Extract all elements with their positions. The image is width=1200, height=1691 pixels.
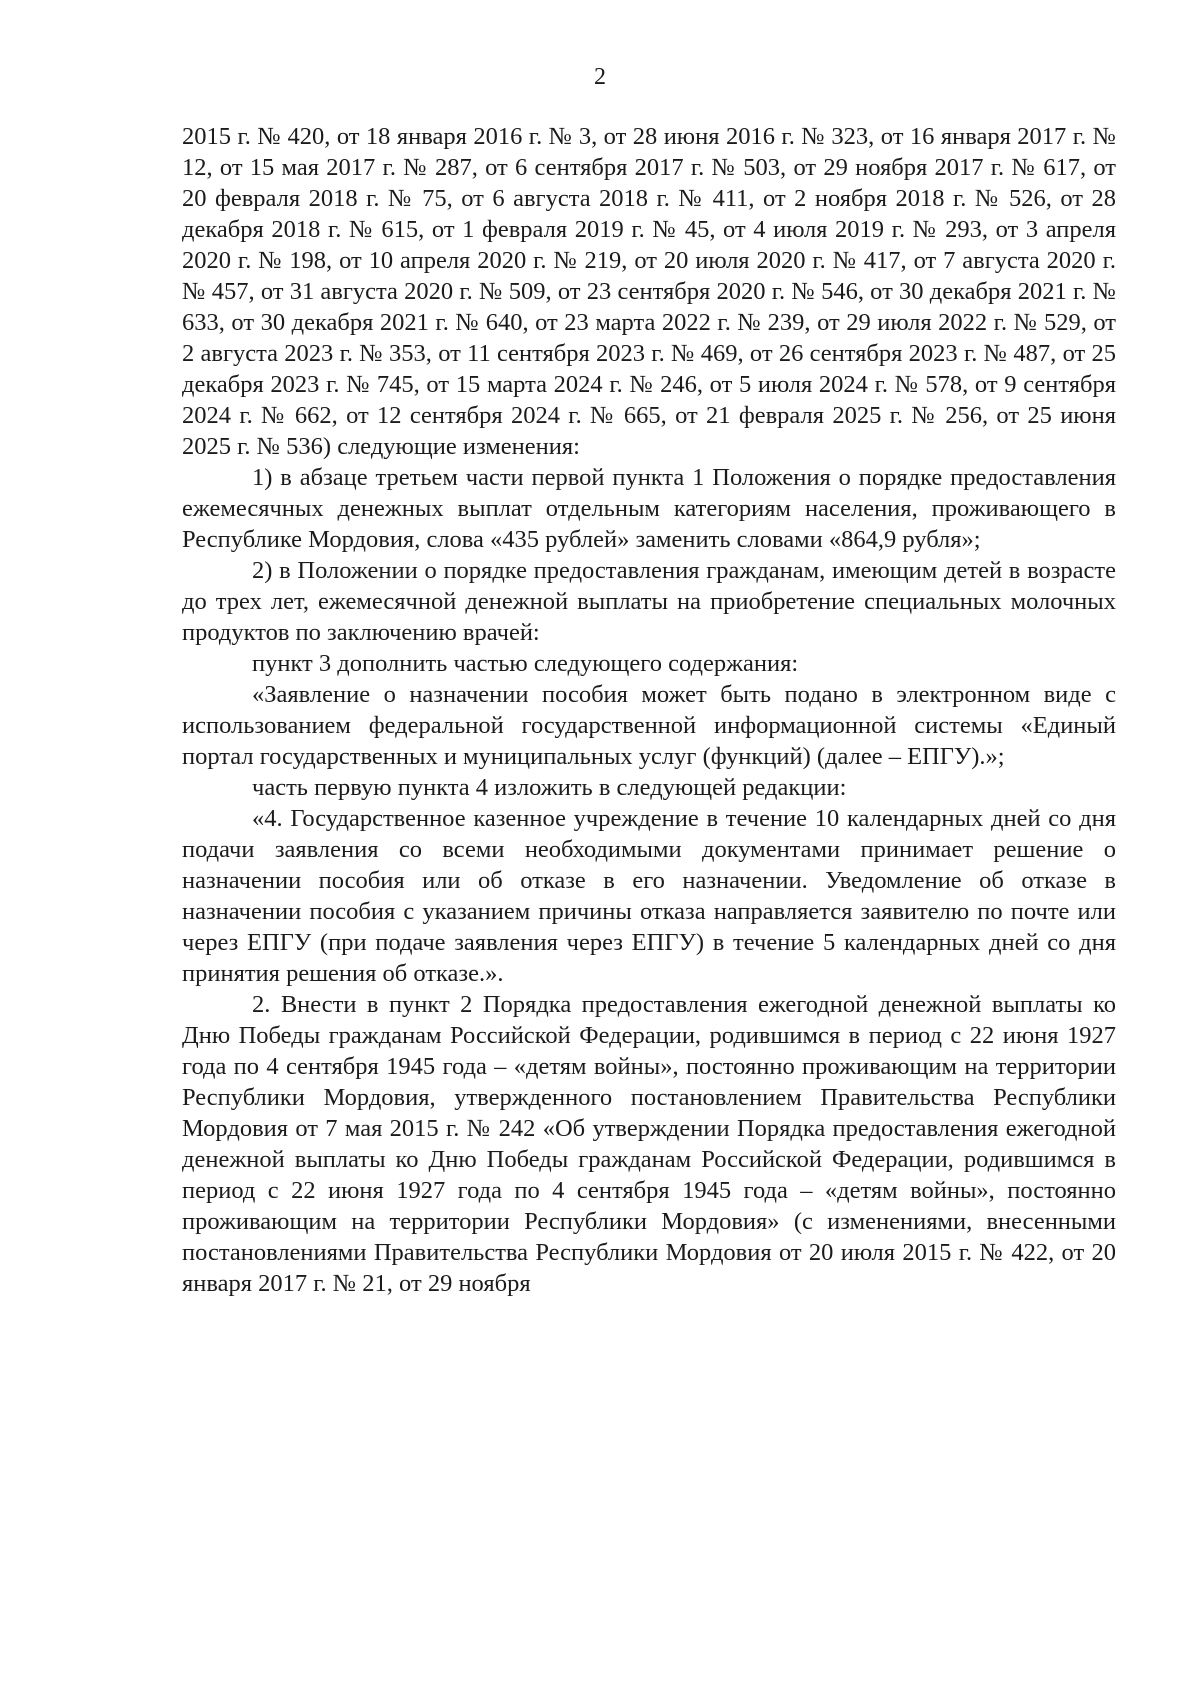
document-body	[182, 121, 1116, 1299]
page-number: 2	[594, 64, 606, 90]
paragraph-section-2: 2. Внести в пункт 2 Порядка предоставления ежегодной денежной выплаты ко Дню Победы гражданам Российской Федерации, родившимся в период с 22 июня 1927 года по 4 сентября 1945 года – «детям войны», постоянно проживающим на территории Республики Мордовия, утвержденного постановлением Правительства Республики Мордовия от 7 мая 2015 г. № 242 «Об утверждении Порядка предоставления ежегодной денежной выплаты ко Дню Победы гражданам Российской Федерации, родившимся в период с 22 июня 1927 года по 4 сентября 1945 года – «детям войны», постоянно проживающим на территории Республики Мордовия» (с изменениями, внесенными постановлениями Правительства Республики Мордовия от 20 июля 2015 г. № 422, от 20 января 2017 г. № 21, от 29 ноября	[182, 991, 1116, 1297]
paragraph-point-3-addition: пункт 3 дополнить частью следующего содержания:	[252, 650, 799, 677]
paragraph-item-2: 2) в Положении о порядке предоставления гражданам, имеющим детей в возрасте до трех лет, ежемесячной денежной выплаты на приобретение специальных молочных продуктов по заключению врачей:	[182, 557, 1116, 646]
paragraph-quoted-application: «Заявление о назначении пособия может быть подано в электронном виде с использованием федеральной государственной информационной системы «Единый портал государственных и муниципальных услуг (функций) (далее – ЕПГУ).»;	[182, 681, 1116, 770]
paragraph-item-1: 1) в абзаце третьем части первой пункта 1 Положения о порядке предоставления ежемесячных денежных выплат отдельным категориям населения, проживающего в Республике Мордовия, слова «435 рублей» заменить словами «864,9 рубля»;	[182, 464, 1116, 553]
paragraph-amendment-list: 2015 г. № 420, от 18 января 2016 г. № 3, от 28 июня 2016 г. № 323, от 16 января 2017 г. № 12, от 15 мая 2017 г. № 287, от 6 сентября 2017 г. № 503, от 29 ноября 2017 г. № 617, от 20 февраля 2018 г. № 75, от 6 августа 2018 г. № 411, от 2 ноября 2018 г. № 526, от 28 декабря 2018 г. № 615, от 1 февраля 2019 г. № 45, от 4 июля 2019 г. № 293, от 3 апреля 2020 г. № 198, от 10 апреля 2020 г. № 219, от 20 июля 2020 г. № 417, от 7 августа 2020 г. № 457, от 31 августа 2020 г. № 509, от 23 сентября 2020 г. № 546, от 30 декабря 2021 г. № 633, от 30 декабря 2021 г. № 640, от 23 марта 2022 г. № 239, от 29 июля 2022 г. № 529, от 2 августа 2023 г. № 353, от 11 сентября 2023 г. № 469, от 26 сентября 2023 г. № 487, от 25 декабря 2023 г. № 745, от 15 марта 2024 г. № 246, от 5 июля 2024 г. № 578, от 9 сентября 2024 г. № 662, от 12 сентября 2024 г. № 665, от 21 февраля 2025 г. № 256, от 25 июня 2025 г. № 536) следующие изменения:	[182, 123, 1116, 460]
paragraph-quoted-point-4: «4. Государственное казенное учреждение в течение 10 календарных дней со дня подачи заявления со всеми необходимыми документами принимает решение о назначении пособия или об отказе в его назначении. Уведомление об отказе в назначении пособия с указанием причины отказа направляется заявителю по почте или через ЕПГУ (при подаче заявления через ЕПГУ) в течение 5 календарных дней со дня принятия решения об отказе.».	[182, 805, 1116, 987]
paragraph-point-4-edit: часть первую пункта 4 изложить в следующей редакции:	[252, 774, 847, 801]
